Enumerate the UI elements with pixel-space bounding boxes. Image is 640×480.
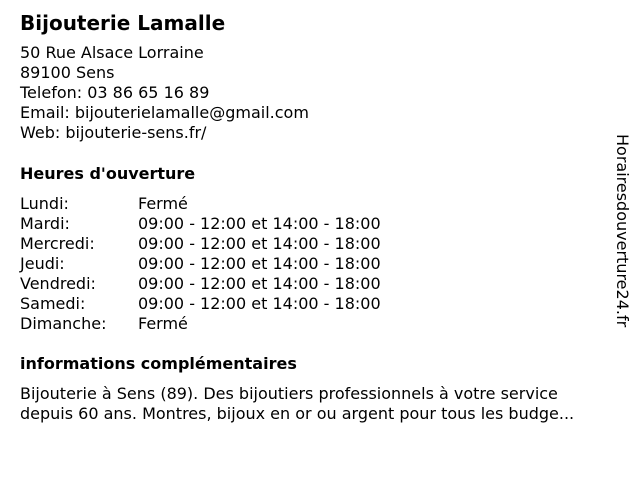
hours-day: Vendredi: [20,274,96,293]
hours-day: Mercredi: [20,234,95,253]
hours-time: 09:00 - 12:00 et 14:00 - 18:00 [138,214,381,233]
hours-time: Fermé [138,194,188,213]
hours-day: Dimanche: [20,314,107,333]
business-name: Bijouterie Lamalle [20,11,226,35]
address-city: 89100 Sens [20,63,115,82]
hours-time: 09:00 - 12:00 et 14:00 - 18:00 [138,274,381,293]
info-description [20,384,630,424]
site-watermark: Horairesdouverture24.fr [613,134,632,328]
hours-time: 09:00 - 12:00 et 14:00 - 18:00 [138,294,381,313]
info-line: Bijouterie à Sens (89). Des bijoutiers professionnels à votre service [20,384,558,403]
email: Email: bijouterielamalle@gmail.com [20,103,309,122]
website: Web: bijouterie-sens.fr/ [20,123,207,142]
hours-title: Heures d'ouverture [20,164,196,183]
hours-time: 09:00 - 12:00 et 14:00 - 18:00 [138,254,381,273]
hours-day: Lundi: [20,194,69,213]
contact-block [20,43,309,143]
info-line: depuis 60 ans. Montres, bijoux en or ou argent pour tous les budge... [20,404,575,423]
hours-time: 09:00 - 12:00 et 14:00 - 18:00 [138,234,381,253]
hours-time: Fermé [138,314,188,333]
info-title: informations complémentaires [20,354,297,373]
address-street: 50 Rue Alsace Lorraine [20,43,204,62]
phone: Telefon: 03 86 65 16 89 [20,83,210,102]
hours-day: Samedi: [20,294,86,313]
hours-day: Jeudi: [20,254,65,273]
hours-day: Mardi: [20,214,70,233]
